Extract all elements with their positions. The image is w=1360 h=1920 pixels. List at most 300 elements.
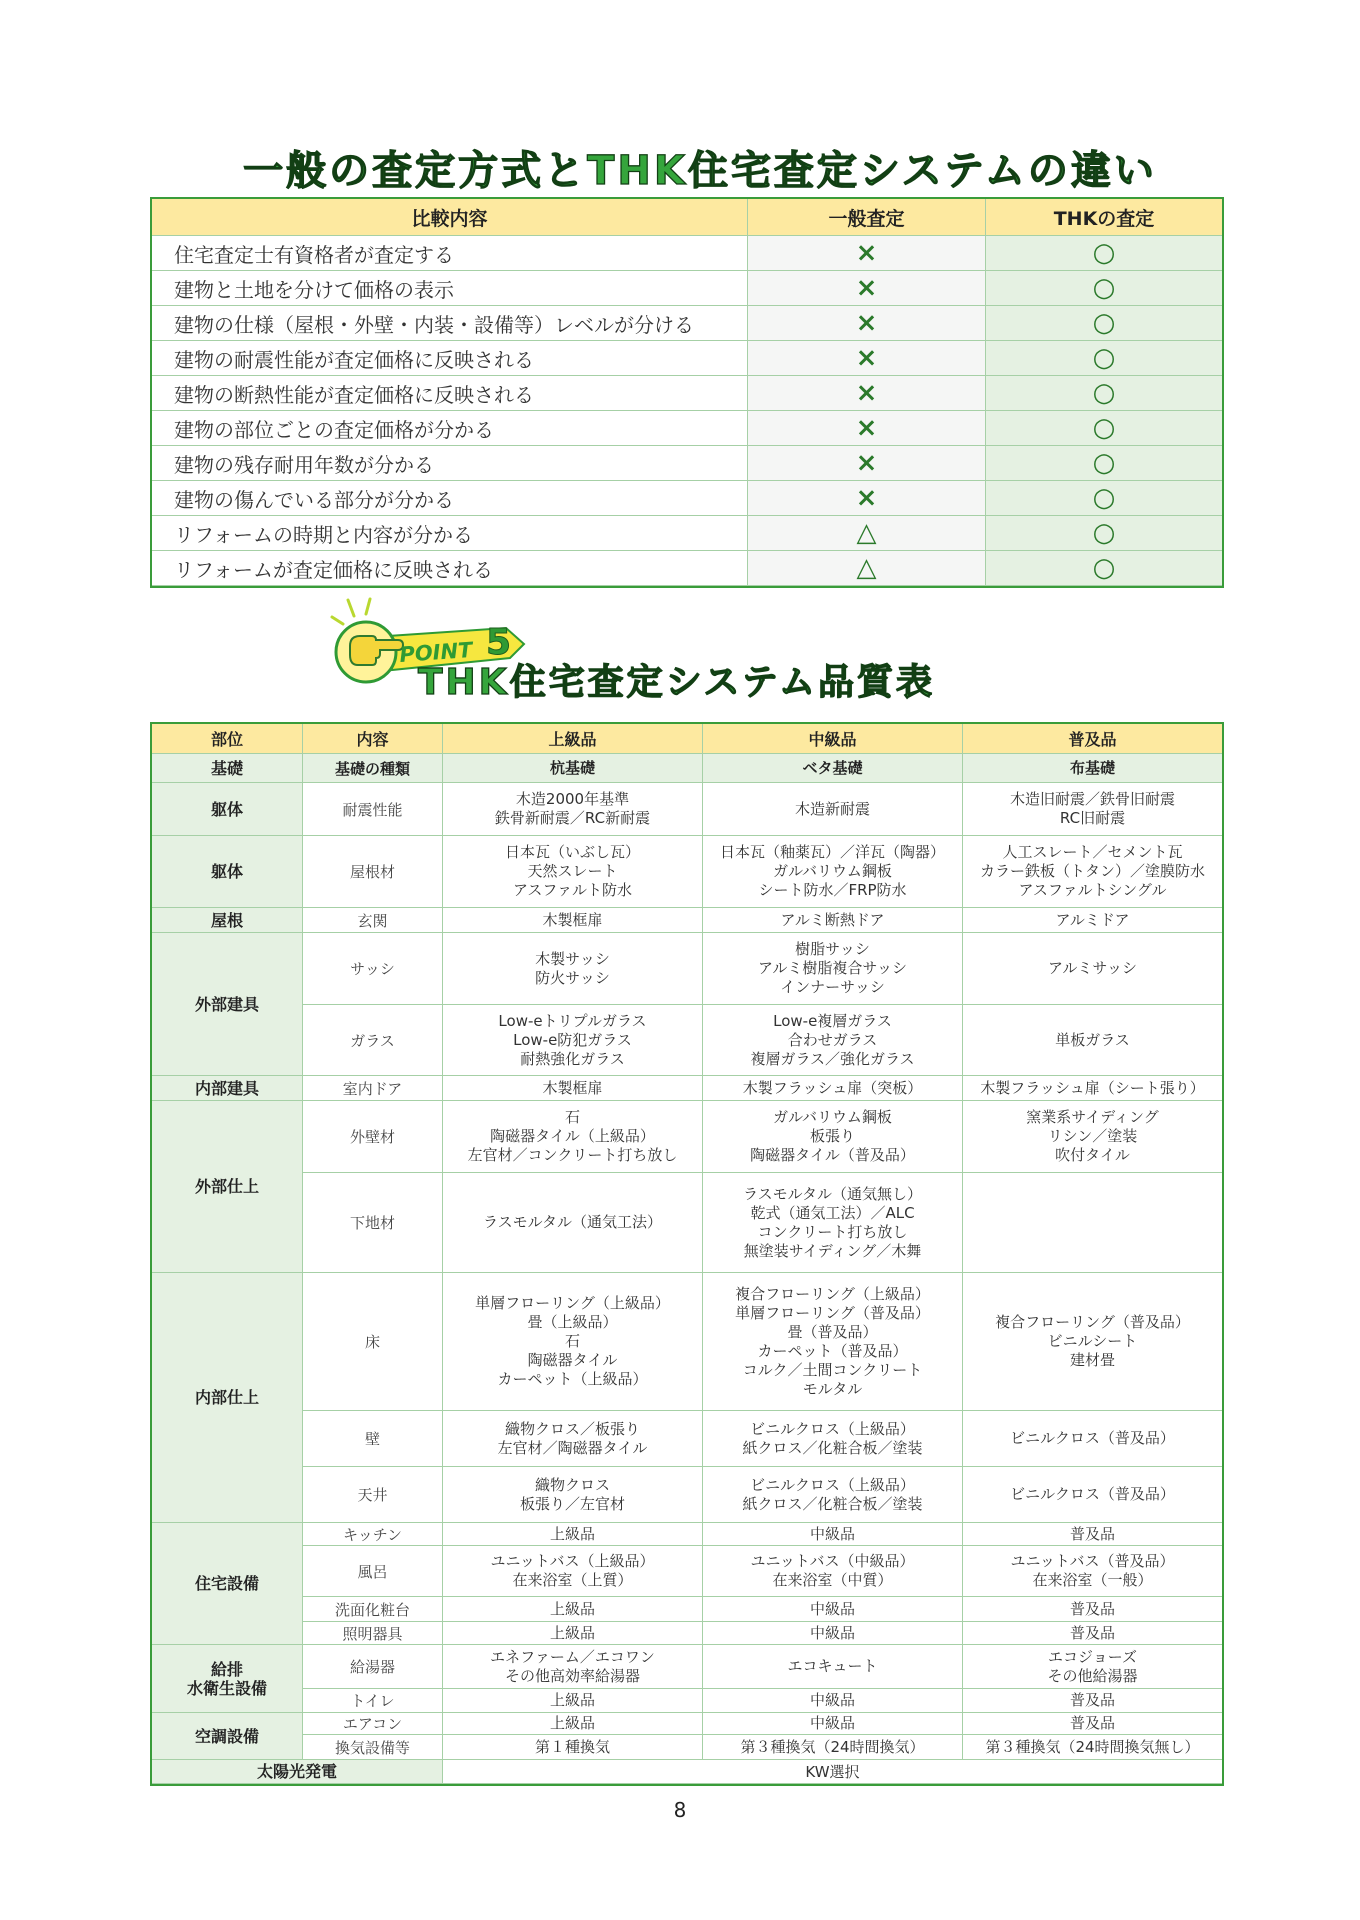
standard-grade-cell <box>963 1597 1222 1622</box>
spec-value-line: 陶磁器タイル（普及品） <box>750 1146 915 1164</box>
header-label: 一般査定 <box>828 207 905 230</box>
spec-value-line: 複合フローリング（上級品） <box>735 1284 930 1303</box>
spec-value-line: 石 <box>564 1332 580 1350</box>
general-mark-cell <box>748 306 986 341</box>
spec-value-line: アルミ樹脂複合サッシ <box>757 959 908 977</box>
thk-mark-cell <box>986 306 1222 341</box>
general-mark-cell <box>748 516 986 551</box>
spec-item-label: 床 <box>364 1333 380 1351</box>
spec-value-line: ユニットバス（中級品） <box>750 1552 915 1570</box>
circle-icon: ○ <box>1092 518 1116 548</box>
spec-value-line: カラー鉄板（トタン）／塗膜防水 <box>979 862 1205 880</box>
general-mark-cell <box>748 271 986 306</box>
header-label: THKの査定 <box>1053 207 1155 230</box>
high-grade-cell <box>443 836 703 908</box>
spec-value-line: ガルバリウム鋼板 <box>773 1108 892 1126</box>
part-label: 住宅設備 <box>194 1574 259 1593</box>
high-grade-cell <box>443 1101 703 1173</box>
thk-mark-cell <box>986 376 1222 411</box>
spec-value-line: ラスモルタル（通気無し） <box>743 1184 922 1203</box>
standard-grade-cell <box>963 1622 1222 1645</box>
spec-item-label: 換気設備等 <box>334 1738 410 1757</box>
header-compare-content <box>152 199 748 236</box>
standard-grade-cell <box>963 1411 1222 1467</box>
spec-value-line: ユニットバス（上級品） <box>490 1552 655 1570</box>
high-grade-cell <box>443 1735 703 1760</box>
spec-item-cell <box>303 933 443 1005</box>
spec-item-cell <box>303 1273 443 1411</box>
part-label: 内部仕上 <box>194 1388 259 1407</box>
thk-mark-cell <box>986 551 1222 586</box>
spec-value-line: Low-e防犯ガラス <box>513 1030 632 1049</box>
spec-value-line: 単層フローリング（普及品） <box>735 1303 930 1322</box>
spec-value-line: 石 <box>564 1108 580 1126</box>
header-content <box>303 724 443 754</box>
header-part <box>152 724 303 754</box>
spec-value-line: 上級品 <box>549 1623 595 1642</box>
spec-value-line: 左官材／コンクリート打ち放し <box>467 1146 678 1164</box>
spec-value-line: 人工スレート／セメント瓦 <box>1002 843 1183 861</box>
spec-value-line: 耐熱強化ガラス <box>520 1049 625 1068</box>
spec-value-line: カーペット（上級品） <box>497 1370 648 1388</box>
spec-value-line: 合わせガラス <box>787 1030 878 1049</box>
spec-item-cell <box>303 1076 443 1101</box>
spec-value-line: 畳（普及品） <box>787 1322 878 1341</box>
header-label: 部位 <box>210 730 243 749</box>
header-label: 内容 <box>356 730 389 749</box>
spec-value-line: 複層ガラス／強化ガラス <box>750 1049 915 1068</box>
page-number: 8 <box>673 1798 687 1822</box>
spec-value-line: 上級品 <box>549 1599 595 1618</box>
comparison-row-label <box>152 341 748 376</box>
spec-value-line: 普及品 <box>1069 1599 1115 1618</box>
part-label: 躯体 <box>210 799 243 819</box>
thk-mark-cell <box>986 446 1222 481</box>
spec-value-line: 複合フローリング（普及品） <box>995 1313 1190 1331</box>
standard-grade-cell <box>963 1546 1222 1597</box>
spec-item-label: 壁 <box>364 1430 380 1448</box>
part-label: 基礎 <box>210 758 243 778</box>
high-grade-cell <box>443 933 703 1005</box>
pointing-hand-icon <box>336 622 403 682</box>
burst-rays-icon <box>332 599 370 624</box>
solar-value: KW選択 <box>805 1763 860 1781</box>
circle-icon: ○ <box>1092 483 1116 513</box>
general-mark-cell <box>748 551 986 586</box>
header-mid-grade <box>703 724 963 754</box>
high-grade-cell <box>443 1076 703 1101</box>
spec-value-line: 上級品 <box>549 1524 595 1543</box>
mid-grade-cell <box>703 1076 963 1101</box>
standard-grade-cell <box>963 1467 1222 1523</box>
cross-icon: × <box>855 343 878 373</box>
mid-grade-cell <box>703 754 963 783</box>
header-label: 比較内容 <box>411 207 488 230</box>
high-grade-cell <box>443 1689 703 1713</box>
spec-value-line: リシン／塗装 <box>1047 1127 1138 1145</box>
thk-mark-cell <box>986 516 1222 551</box>
spec-value-line: 在来浴室（上質） <box>512 1571 633 1589</box>
spec-value-line: 樹脂サッシ <box>795 940 870 958</box>
standard-grade-cell <box>963 836 1222 908</box>
high-grade-cell <box>443 1645 703 1689</box>
spec-item-cell <box>303 1173 443 1273</box>
comparison-row-label <box>152 411 748 446</box>
standard-grade-cell <box>963 754 1222 783</box>
spec-value-line: 中級品 <box>809 1714 855 1732</box>
mid-grade-cell <box>703 933 963 1005</box>
spec-item-cell <box>303 1523 443 1546</box>
thk-mark-cell <box>986 341 1222 376</box>
part-cell <box>152 783 303 836</box>
part-label: 空調設備 <box>194 1726 259 1746</box>
spec-value-line: 乾式（通気工法）／ALC <box>750 1203 915 1222</box>
spec-item-cell <box>303 1713 443 1735</box>
circle-icon: ○ <box>1092 343 1116 373</box>
spec-item-label: 外壁材 <box>349 1128 395 1146</box>
spec-value-line: 木製フラッシュ扉（シート張り） <box>980 1078 1205 1097</box>
comparison-row-label <box>152 481 748 516</box>
comparison-row-label <box>152 306 748 341</box>
spec-item-label: 風呂 <box>357 1562 388 1581</box>
spec-item-cell <box>303 1735 443 1760</box>
spec-item-cell <box>303 1546 443 1597</box>
part-cell <box>152 1076 303 1101</box>
point-label: POINT <box>398 637 474 667</box>
spec-value-line: ユニットバス（普及品） <box>1010 1552 1175 1570</box>
general-mark-cell <box>748 236 986 271</box>
spec-value-line: 防火サッシ <box>535 968 610 987</box>
circle-icon: ○ <box>1092 553 1116 583</box>
high-grade-cell <box>443 1546 703 1597</box>
part-cell <box>152 1273 303 1523</box>
comparison-item-text: リフォームが査定価格に反映される <box>174 557 493 582</box>
spec-value-line: 窯業系サイディング <box>1026 1108 1159 1126</box>
spec-value-line: 単層フローリング（上級品） <box>475 1294 670 1312</box>
spec-item-label: 屋根材 <box>349 863 395 881</box>
standard-grade-cell <box>963 1076 1222 1101</box>
standard-grade-cell <box>963 1523 1222 1546</box>
spec-value-line: 織物クロス／板張り <box>504 1419 640 1438</box>
standard-grade-cell <box>963 1645 1222 1689</box>
spec-item-cell <box>303 836 443 908</box>
spec-item-cell <box>303 783 443 836</box>
standard-grade-cell <box>963 908 1222 933</box>
spec-item-label: 基礎の種類 <box>334 759 410 778</box>
high-grade-cell <box>443 783 703 836</box>
mid-grade-cell <box>703 783 963 836</box>
standard-grade-cell <box>963 1689 1222 1713</box>
spec-value-line: コルク／土間コンクリート <box>742 1360 923 1379</box>
spec-value-line: 日本瓦（いぶし瓦） <box>504 843 640 861</box>
spec-value-line: その他給湯器 <box>1047 1666 1138 1685</box>
spec-value-line: 陶磁器タイル <box>527 1351 618 1369</box>
spec-item-cell <box>303 1597 443 1622</box>
spec-value-line: 在来浴室（一般） <box>1032 1571 1153 1589</box>
spec-item-label: 給湯器 <box>349 1658 395 1676</box>
mid-grade-cell <box>703 1101 963 1173</box>
spec-item-label: 室内ドア <box>342 1079 403 1098</box>
comparison-table <box>150 197 1224 588</box>
cross-icon: × <box>855 273 878 303</box>
standard-grade-cell <box>963 1273 1222 1411</box>
standard-grade-cell <box>963 1735 1222 1760</box>
header-standard-grade <box>963 724 1222 754</box>
spec-value-line: 普及品 <box>1069 1623 1115 1642</box>
part-label: 外部仕上 <box>194 1177 259 1196</box>
spec-value-line: ビニルクロス（上級品） <box>750 1419 915 1438</box>
solar-label: 太陽光発電 <box>256 1761 337 1781</box>
spec-value-line: モルタル <box>802 1379 863 1398</box>
standard-grade-cell <box>963 1173 1222 1273</box>
spec-value-line: RC旧耐震 <box>1059 809 1126 827</box>
spec-value-line: アスファルト防水 <box>512 881 633 899</box>
general-mark-cell <box>748 481 986 516</box>
spec-value-line: 第３種換気（24時間換気無し） <box>985 1737 1200 1756</box>
spec-item-cell <box>303 1689 443 1713</box>
spec-value-line: 中級品 <box>809 1691 855 1709</box>
spec-value-line: その他高効率給湯器 <box>504 1666 640 1685</box>
spec-item-cell <box>303 1645 443 1689</box>
standard-grade-cell <box>963 1101 1222 1173</box>
circle-icon: ○ <box>1092 378 1116 408</box>
spec-value-line: 陶磁器タイル（上級品） <box>490 1127 655 1145</box>
spec-item-label: 照明器具 <box>342 1624 403 1643</box>
spec-value-line: ビニルクロス（普及品） <box>1010 1429 1175 1447</box>
spec-value-line: 単板ガラス <box>1055 1030 1130 1049</box>
spec-value-line: ガルバリウム鋼板 <box>773 862 892 880</box>
mid-grade-cell <box>703 1467 963 1523</box>
spec-item-label: 天井 <box>357 1486 388 1504</box>
mid-grade-cell <box>703 1005 963 1076</box>
spec-item-label: サッシ <box>350 960 395 978</box>
circle-icon: ○ <box>1092 448 1116 478</box>
spec-item-cell <box>303 1411 443 1467</box>
comparison-item-text: リフォームの時期と内容が分かる <box>174 522 473 547</box>
spec-value-line: 木造旧耐震／鉄骨旧耐震 <box>1009 790 1175 808</box>
spec-item-label: ガラス <box>350 1031 395 1050</box>
mid-grade-cell <box>703 836 963 908</box>
spec-value-line: 板張り <box>809 1127 855 1145</box>
mid-grade-cell <box>703 1735 963 1760</box>
spec-value-line: ビニルクロス（普及品） <box>1010 1485 1175 1503</box>
spec-value-line: 木製サッシ <box>535 949 610 968</box>
spec-value-line: アルミサッシ <box>1047 959 1138 977</box>
spec-item-label: エアコン <box>342 1715 403 1733</box>
comparison-item-text: 建物の断熱性能が査定価格に反映される <box>174 382 534 407</box>
comparison-row-label <box>152 446 748 481</box>
spec-item-label: 下地材 <box>349 1214 395 1232</box>
circle-icon: ○ <box>1092 308 1116 338</box>
high-grade-cell <box>443 908 703 933</box>
mid-grade-cell <box>703 1713 963 1735</box>
header-general <box>748 199 986 236</box>
header-thk <box>986 199 1222 236</box>
spec-value-line: 板張り／左官材 <box>519 1494 625 1513</box>
standard-grade-cell <box>963 933 1222 1005</box>
spec-value-line: ベタ基礎 <box>802 758 863 777</box>
solar-value-cell <box>443 1760 1222 1784</box>
header-label: 普及品 <box>1068 730 1117 749</box>
spec-value-line: 普及品 <box>1069 1524 1115 1543</box>
spec-item-label: 耐震性能 <box>342 800 403 819</box>
part-cell <box>152 933 303 1076</box>
spec-item-label: 玄関 <box>357 911 388 930</box>
spec-value-line: 杭基礎 <box>549 758 595 777</box>
quality-table <box>150 722 1224 1786</box>
spec-item-label: 洗面化粧台 <box>334 1600 410 1619</box>
part-cell <box>152 1523 303 1645</box>
spec-value-line: 紙クロス／化粧合板／塗装 <box>742 1438 923 1457</box>
spec-value-line: アルミドア <box>1055 910 1130 929</box>
spec-value-line: 在来浴室（中質） <box>772 1571 893 1589</box>
mid-grade-cell <box>703 1273 963 1411</box>
spec-value-line: 鉄骨新耐震／RC新耐震 <box>494 809 651 827</box>
solar-label-cell <box>152 1760 443 1784</box>
spec-value-line: 木製框扉 <box>542 910 603 929</box>
part-cell <box>152 908 303 933</box>
part-label: 水衛生設備 <box>186 1678 267 1698</box>
comparison-item-text: 建物と土地を分けて価格の表示 <box>174 277 454 302</box>
spec-value-line: エコジョーズ <box>1048 1647 1137 1666</box>
part-cell <box>152 836 303 908</box>
standard-grade-cell <box>963 783 1222 836</box>
spec-value-line: インナーサッシ <box>780 978 885 996</box>
part-cell <box>152 1645 303 1713</box>
comparison-item-text: 住宅査定士有資格者が査定する <box>174 242 454 267</box>
standard-grade-cell <box>963 1713 1222 1735</box>
part-label: 内部建具 <box>194 1078 259 1098</box>
header-label: 中級品 <box>808 730 857 749</box>
spec-value-line: 織物クロス <box>534 1475 610 1494</box>
mid-grade-cell <box>703 1523 963 1546</box>
comparison-item-text: 建物の部位ごとの査定価格が分かる <box>174 417 494 442</box>
high-grade-cell <box>443 1597 703 1622</box>
spec-value-line: 木製フラッシュ扉（突板） <box>742 1078 923 1097</box>
comparison-row-label <box>152 271 748 306</box>
general-mark-cell <box>748 446 986 481</box>
spec-value-line: 木造新耐震 <box>794 799 870 818</box>
comparison-item-text: 建物の傷んでいる部分が分かる <box>174 487 454 512</box>
spec-value-line: 中級品 <box>809 1599 855 1618</box>
triangle-icon: △ <box>856 553 877 583</box>
spec-value-line: コンクリート打ち放し <box>757 1222 908 1241</box>
triangle-icon: △ <box>856 518 877 548</box>
part-cell <box>152 1101 303 1273</box>
cross-icon: × <box>855 483 878 513</box>
spec-item-cell <box>303 1101 443 1173</box>
thk-mark-cell <box>986 271 1222 306</box>
comparison-item-text: 建物の仕様（屋根・外壁・内装・設備等）レベルが分ける <box>174 312 694 337</box>
spec-value-line: 布基礎 <box>1069 758 1115 777</box>
high-grade-cell <box>443 754 703 783</box>
spec-value-line: Low-e複層ガラス <box>773 1011 892 1030</box>
part-label: 屋根 <box>210 910 243 930</box>
mid-grade-cell <box>703 1622 963 1645</box>
high-grade-cell <box>443 1467 703 1523</box>
header-label: 上級品 <box>548 730 597 749</box>
spec-value-line: カーペット（普及品） <box>757 1341 908 1360</box>
thk-mark-cell <box>986 236 1222 271</box>
high-grade-cell <box>443 1273 703 1411</box>
spec-item-cell <box>303 908 443 933</box>
spec-value-line: 紙クロス／化粧合板／塗装 <box>742 1494 923 1513</box>
spec-item-cell <box>303 1005 443 1076</box>
mid-grade-cell <box>703 1597 963 1622</box>
comparison-item-text: 建物の残存耐用年数が分かる <box>174 452 434 477</box>
spec-value-line: アスファルトシングル <box>1018 881 1167 899</box>
spec-item-cell <box>303 1622 443 1645</box>
cross-icon: × <box>855 448 878 478</box>
cross-icon: × <box>855 238 878 268</box>
spec-value-line: 無塗装サイディング／木舞 <box>743 1241 922 1260</box>
spec-item-label: トイレ <box>350 1692 395 1710</box>
cross-icon: × <box>855 308 878 338</box>
circle-icon: ○ <box>1092 413 1116 443</box>
spec-value-line: Low-eトリプルガラス <box>498 1011 647 1030</box>
mid-grade-cell <box>703 1173 963 1273</box>
part-label: 外部建具 <box>194 994 259 1014</box>
spec-value-line: 木造2000年基準 <box>515 790 630 808</box>
general-mark-cell <box>748 411 986 446</box>
point-number: 5 <box>486 622 512 663</box>
mid-grade-cell <box>703 1645 963 1689</box>
comparison-row-label <box>152 551 748 586</box>
spec-value-line: シート防水／FRP防水 <box>758 881 907 899</box>
part-cell <box>152 1713 303 1760</box>
header-high-grade <box>443 724 703 754</box>
circle-icon: ○ <box>1092 238 1116 268</box>
thk-mark-cell <box>986 411 1222 446</box>
general-mark-cell <box>748 341 986 376</box>
high-grade-cell <box>443 1622 703 1645</box>
spec-value-line: 畳（上級品） <box>527 1313 618 1331</box>
spec-value-line: 左官材／陶磁器タイル <box>497 1438 648 1457</box>
spec-value-line: ビニルクロス（上級品） <box>750 1475 915 1494</box>
high-grade-cell <box>443 1411 703 1467</box>
circle-icon: ○ <box>1092 273 1116 303</box>
quality-title: THK住宅査定システム品質表 <box>418 662 935 703</box>
part-label: 給排 <box>210 1659 243 1679</box>
mid-grade-cell <box>703 1689 963 1713</box>
high-grade-cell <box>443 1523 703 1546</box>
spec-value-line: 天然スレート <box>527 862 618 880</box>
mid-grade-cell <box>703 1546 963 1597</box>
spec-item-cell <box>303 1467 443 1523</box>
spec-value-line: 普及品 <box>1069 1714 1115 1732</box>
spec-item-label: キッチン <box>343 1525 402 1544</box>
comparison-title: 一般の査定方式とTHK住宅査定システムの違い <box>243 148 1157 194</box>
part-label: 躯体 <box>210 862 243 881</box>
spec-value-line: ビニルシート <box>1047 1332 1138 1350</box>
spec-value-line: エコキュート <box>787 1657 878 1675</box>
part-cell <box>152 754 303 783</box>
high-grade-cell <box>443 1005 703 1076</box>
spec-item-cell <box>303 754 443 783</box>
comparison-row-label <box>152 516 748 551</box>
spec-value-line: ラスモルタル（通気工法） <box>483 1213 662 1231</box>
spec-value-line: 上級品 <box>549 1691 595 1709</box>
spec-value-line: 吹付タイル <box>1055 1146 1130 1164</box>
spec-value-line: 普及品 <box>1069 1691 1115 1709</box>
comparison-row-label <box>152 376 748 411</box>
spec-value-line: 建材畳 <box>1069 1351 1115 1369</box>
comparison-item-text: 建物の耐震性能が査定価格に反映される <box>174 347 534 372</box>
high-grade-cell <box>443 1713 703 1735</box>
spec-value-line: 上級品 <box>549 1714 595 1732</box>
spec-value-line: 第３種換気（24時間換気） <box>740 1737 925 1756</box>
thk-mark-cell <box>986 481 1222 516</box>
